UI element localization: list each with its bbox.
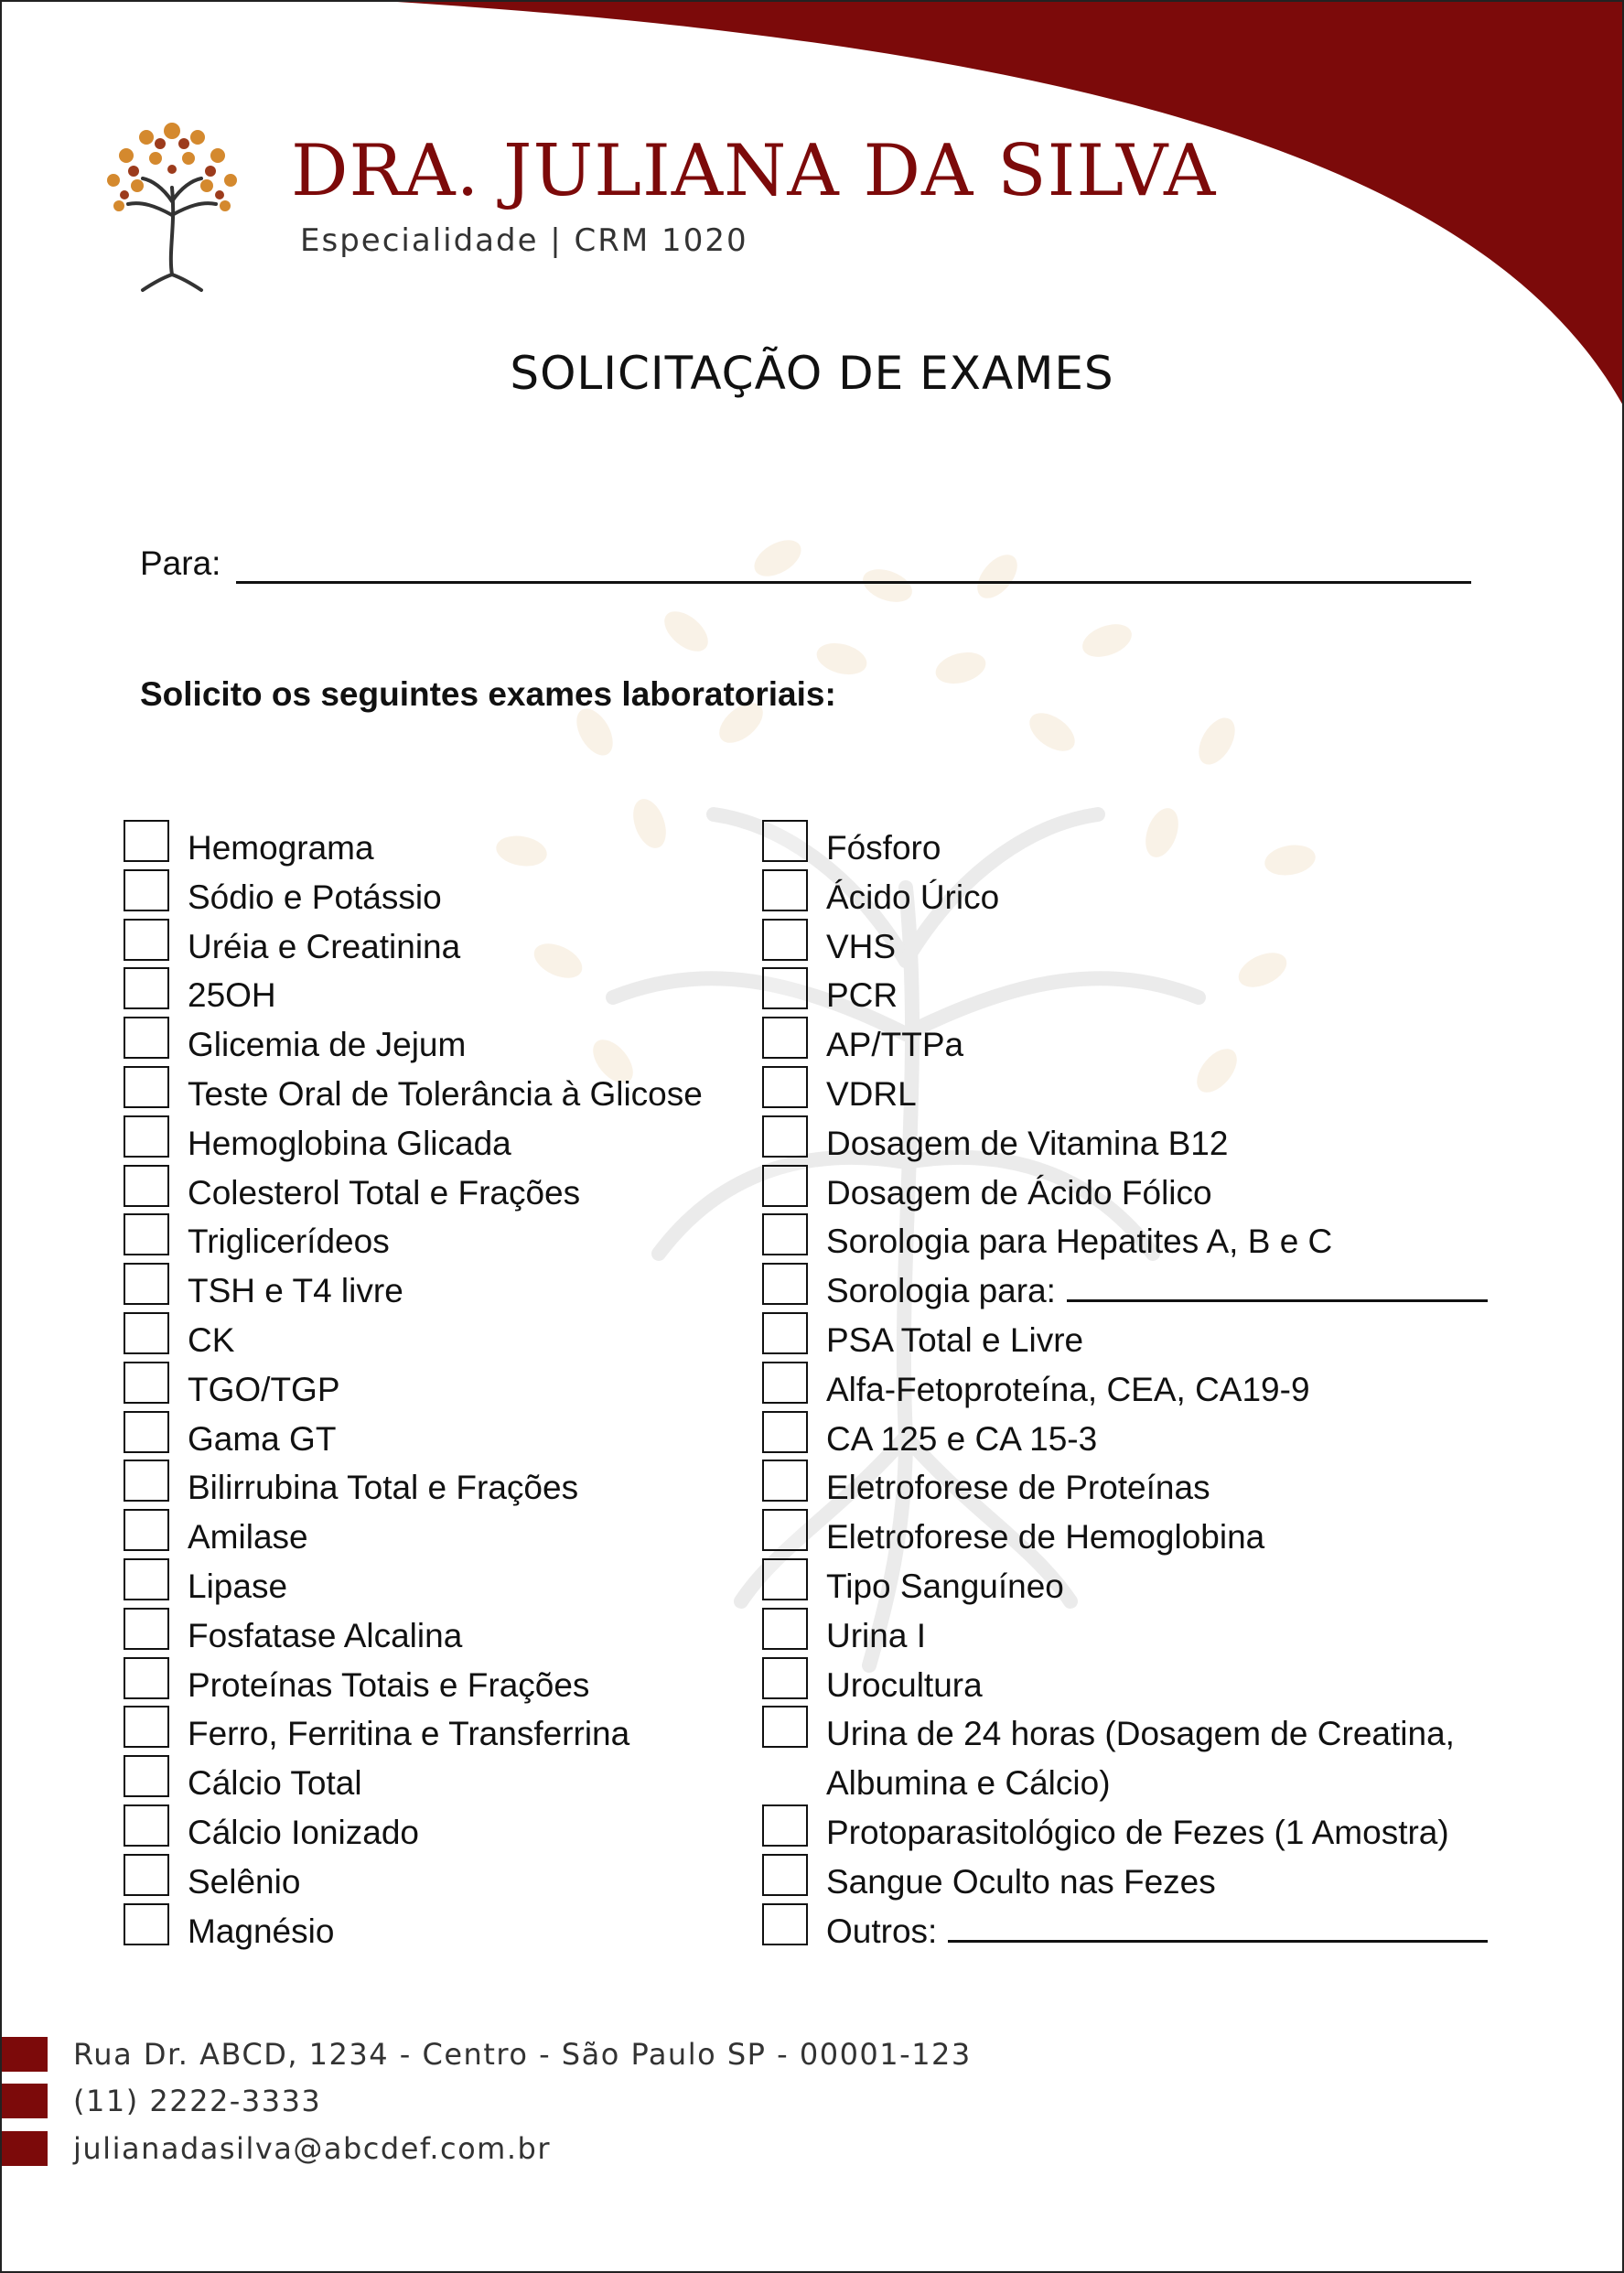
exam-item bbox=[124, 1900, 874, 1949]
exam-item bbox=[124, 1358, 874, 1407]
exam-label: TSH e T4 livre bbox=[188, 1272, 403, 1310]
exam-label: Protoparasitológico de Fezes (1 Amostra) bbox=[826, 1814, 1449, 1851]
exam-label: CA 125 e CA 15-3 bbox=[826, 1419, 1098, 1458]
exam-label: Sódio e Potássio bbox=[188, 878, 442, 916]
exam-label: Cálcio Ionizado bbox=[188, 1814, 419, 1851]
exam-label: Eletroforese de Hemoglobina bbox=[826, 1518, 1265, 1557]
exam-checkbox[interactable] bbox=[762, 1165, 808, 1207]
exam-checkbox[interactable] bbox=[762, 919, 808, 961]
exam-label: Outros: bbox=[826, 1912, 938, 1950]
exam-item bbox=[762, 915, 1512, 964]
exam-item bbox=[124, 866, 874, 915]
exam-label: 25OH bbox=[188, 976, 276, 1015]
logo-tree-icon bbox=[91, 114, 252, 293]
exam-label: Lipase bbox=[188, 1567, 288, 1605]
exam-label: Fósforo bbox=[826, 829, 941, 867]
exam-item bbox=[762, 1062, 1512, 1112]
doctor-name: DRA. JULIANA DA SILVA bbox=[291, 130, 1217, 212]
exam-item bbox=[124, 1309, 874, 1358]
exam-item bbox=[762, 1702, 1512, 1751]
exam-checkbox[interactable] bbox=[124, 869, 169, 911]
exam-item bbox=[762, 1210, 1512, 1259]
intro-text: Solicito os seguintes exames laboratoriais: bbox=[140, 675, 836, 713]
exam-blank-field[interactable] bbox=[948, 1909, 1488, 1943]
exam-label: Tipo Sanguíneo bbox=[826, 1567, 1064, 1605]
exam-label: Hemograma bbox=[188, 829, 374, 867]
exam-item bbox=[124, 1751, 874, 1801]
exam-checkbox[interactable] bbox=[124, 820, 169, 862]
exam-checkbox[interactable] bbox=[124, 1017, 169, 1059]
exam-checkbox[interactable] bbox=[124, 967, 169, 1009]
exam-item bbox=[762, 816, 1512, 866]
exam-blank-field[interactable] bbox=[1067, 1268, 1488, 1302]
exam-label: CK bbox=[188, 1321, 235, 1359]
exam-item bbox=[124, 1161, 874, 1211]
phone-marker bbox=[0, 2084, 48, 2118]
exam-checkbox[interactable] bbox=[762, 1706, 808, 1748]
exam-checkbox[interactable] bbox=[762, 1608, 808, 1650]
exam-item bbox=[124, 1259, 874, 1309]
exam-checkbox[interactable] bbox=[762, 1460, 808, 1502]
exam-label: Hemoglobina Glicada bbox=[188, 1124, 511, 1162]
email-text: julianadasilva@abcdef.com.br bbox=[73, 2131, 551, 2166]
exam-label: Fosfatase Alcalina bbox=[188, 1616, 463, 1654]
exam-label: Bilirrubina Total e Frações bbox=[188, 1469, 579, 1507]
exam-label: Dosagem de Vitamina B12 bbox=[826, 1124, 1229, 1162]
exam-label: Urocultura bbox=[826, 1665, 983, 1704]
exam-label: Ferro, Ferritina e Transferrina bbox=[188, 1715, 630, 1753]
exam-checkbox[interactable] bbox=[762, 1509, 808, 1551]
exam-label: PSA Total e Livre bbox=[826, 1321, 1084, 1359]
exam-item bbox=[762, 1751, 1512, 1801]
exam-label: Triglicerídeos bbox=[188, 1223, 390, 1261]
exam-item bbox=[762, 1604, 1512, 1654]
exam-checkbox[interactable] bbox=[124, 1066, 169, 1108]
exam-label: Amilase bbox=[188, 1518, 308, 1557]
exam-item bbox=[124, 1555, 874, 1604]
exam-checkbox[interactable] bbox=[124, 1263, 169, 1305]
exam-checkbox[interactable] bbox=[124, 1657, 169, 1699]
exam-item bbox=[762, 1013, 1512, 1062]
exam-item bbox=[124, 1654, 874, 1703]
recipient-label: Para: bbox=[140, 544, 221, 582]
exam-item bbox=[124, 1407, 874, 1457]
exam-item bbox=[762, 1654, 1512, 1703]
email-marker bbox=[0, 2131, 48, 2166]
exam-checkbox[interactable] bbox=[124, 1854, 169, 1896]
address-marker bbox=[0, 2037, 48, 2072]
exam-checkbox[interactable] bbox=[124, 1460, 169, 1502]
exam-label: Sangue Oculto nas Fezes bbox=[826, 1862, 1216, 1901]
exam-checkbox[interactable] bbox=[124, 1411, 169, 1453]
exam-checkbox[interactable] bbox=[762, 1017, 808, 1059]
exam-checkbox[interactable] bbox=[762, 869, 808, 911]
exam-label: Colesterol Total e Frações bbox=[188, 1173, 581, 1212]
exam-label: Sorologia para Hepatites A, B e C bbox=[826, 1223, 1333, 1261]
exam-checkbox[interactable] bbox=[762, 1558, 808, 1600]
exam-label: Urina I bbox=[826, 1616, 926, 1654]
exam-checkbox[interactable] bbox=[124, 1213, 169, 1255]
exam-item bbox=[762, 964, 1512, 1013]
exam-label: Dosagem de Ácido Fólico bbox=[826, 1173, 1212, 1212]
exam-checkbox[interactable] bbox=[762, 1066, 808, 1108]
exam-item bbox=[762, 1456, 1512, 1505]
exam-label: TGO/TGP bbox=[188, 1370, 340, 1408]
exam-label: Albumina e Cálcio) bbox=[826, 1764, 1111, 1803]
exam-item bbox=[124, 1801, 874, 1850]
address-text: Rua Dr. ABCD, 1234 - Centro - São Paulo SP - 00001-123 bbox=[73, 2037, 972, 2072]
exam-item bbox=[762, 1801, 1512, 1850]
exam-checkbox[interactable] bbox=[762, 1854, 808, 1896]
exam-checkbox[interactable] bbox=[762, 1411, 808, 1453]
exam-checkbox[interactable] bbox=[124, 1312, 169, 1354]
exam-checkbox[interactable] bbox=[762, 1362, 808, 1404]
exam-item bbox=[762, 1161, 1512, 1211]
exam-checkbox[interactable] bbox=[124, 919, 169, 961]
exam-label: Uréia e Creatinina bbox=[188, 927, 461, 965]
exam-checkbox[interactable] bbox=[762, 820, 808, 862]
phone-text: (11) 2222-3333 bbox=[73, 2084, 322, 2118]
exam-item bbox=[124, 1505, 874, 1555]
exam-label: VHS bbox=[826, 927, 897, 965]
exam-label: Cálcio Total bbox=[188, 1764, 362, 1803]
exam-checkbox[interactable] bbox=[124, 1755, 169, 1797]
exam-item bbox=[124, 1850, 874, 1900]
exam-checkbox[interactable] bbox=[124, 1903, 169, 1945]
exam-item bbox=[762, 1505, 1512, 1555]
exam-label: Sorologia para: bbox=[826, 1272, 1056, 1310]
exam-item bbox=[124, 915, 874, 964]
exam-label: Magnésio bbox=[188, 1912, 335, 1950]
exam-checkbox[interactable] bbox=[124, 1804, 169, 1847]
exam-item bbox=[124, 1013, 874, 1062]
exam-item bbox=[124, 964, 874, 1013]
exam-checkbox[interactable] bbox=[762, 1263, 808, 1305]
specialty-crm: Especialidade | CRM 1020 bbox=[300, 222, 748, 259]
exam-item bbox=[762, 1112, 1512, 1161]
exam-checkbox[interactable] bbox=[124, 1608, 169, 1650]
exam-checkbox[interactable] bbox=[762, 1213, 808, 1255]
exam-item bbox=[124, 1702, 874, 1751]
exam-item bbox=[762, 1309, 1512, 1358]
exam-checkbox[interactable] bbox=[762, 1115, 808, 1158]
exam-checkbox[interactable] bbox=[762, 1903, 808, 1945]
exam-item bbox=[124, 1210, 874, 1259]
exam-label: Urina de 24 horas (Dosagem de Creatina, bbox=[826, 1715, 1455, 1753]
page-title: SOLICITAÇÃO DE EXAMES bbox=[510, 347, 1114, 400]
exam-item bbox=[124, 816, 874, 866]
exam-label: Glicemia de Jejum bbox=[188, 1026, 467, 1064]
exam-label: AP/TTPa bbox=[826, 1026, 964, 1064]
exam-label: VDRL bbox=[826, 1075, 917, 1113]
exam-checkbox[interactable] bbox=[124, 1558, 169, 1600]
recipient-field[interactable] bbox=[236, 581, 1471, 584]
exam-label: Gama GT bbox=[188, 1419, 337, 1458]
exam-checkbox[interactable] bbox=[124, 1362, 169, 1404]
exam-item bbox=[762, 1259, 1512, 1309]
exam-checkbox[interactable] bbox=[762, 967, 808, 1009]
exam-checkbox[interactable] bbox=[124, 1115, 169, 1158]
exam-item bbox=[762, 1555, 1512, 1604]
exam-checkbox[interactable] bbox=[762, 1804, 808, 1847]
exam-item bbox=[124, 1456, 874, 1505]
exam-label: Ácido Úrico bbox=[826, 878, 1000, 916]
exam-label: Eletroforese de Proteínas bbox=[826, 1469, 1210, 1507]
exam-item bbox=[124, 1062, 874, 1112]
exam-label: PCR bbox=[826, 976, 898, 1015]
exam-item bbox=[762, 1850, 1512, 1900]
exam-checkbox[interactable] bbox=[762, 1657, 808, 1699]
exam-item bbox=[762, 1358, 1512, 1407]
exam-item bbox=[762, 1407, 1512, 1457]
exam-checkbox[interactable] bbox=[762, 1312, 808, 1354]
exam-label-with-blank bbox=[826, 1907, 1488, 1956]
exam-label: Teste Oral de Tolerância à Glicose bbox=[188, 1075, 703, 1113]
exam-label: Alfa-Fetoproteína, CEA, CA19-9 bbox=[826, 1370, 1310, 1408]
exam-item bbox=[124, 1112, 874, 1161]
exam-checkbox[interactable] bbox=[124, 1509, 169, 1551]
exam-item bbox=[124, 1604, 874, 1654]
exam-label: Selênio bbox=[188, 1862, 301, 1901]
exam-checkbox[interactable] bbox=[124, 1706, 169, 1748]
exam-item bbox=[762, 866, 1512, 915]
exam-checkbox[interactable] bbox=[124, 1165, 169, 1207]
exam-item bbox=[762, 1900, 1512, 1949]
exam-label: Proteínas Totais e Frações bbox=[188, 1665, 590, 1704]
